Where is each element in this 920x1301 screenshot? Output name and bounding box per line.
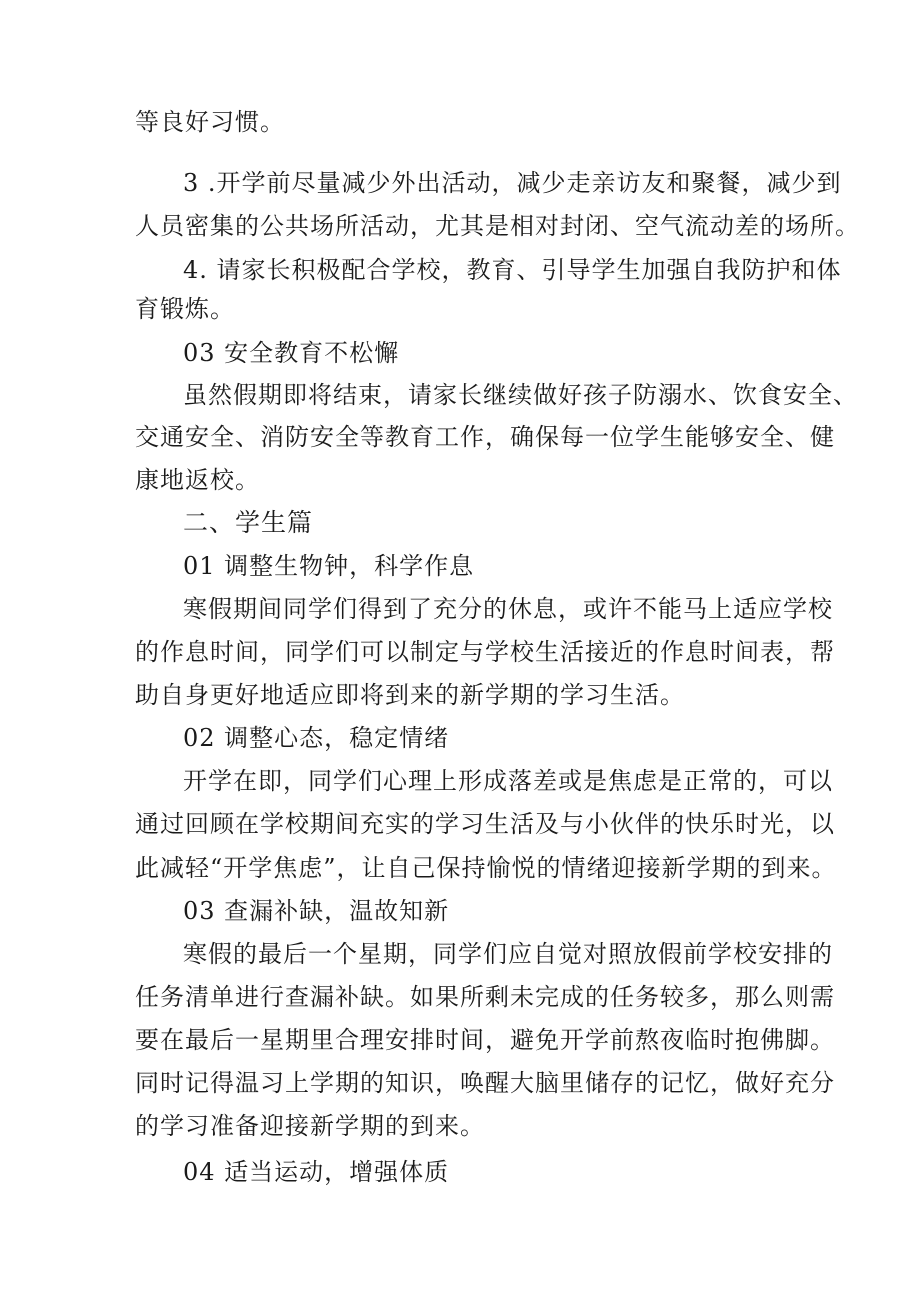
paragraph-line: 虽然假期即将结束，请家长继续做好孩子防溺水、饮食安全、 (183, 381, 858, 409)
paragraph-line: 寒假的最后一个星期，同学们应自觉对照放假前学校安排的 (183, 940, 833, 968)
list-item-4-line-1: 4. 请家长积极配合学校，教育、引导学生加强自我防护和体 (183, 256, 842, 284)
paragraph-line: 要在最后一星期里合理安排时间，避免开学前熬夜临时抱佛脚。 (135, 1026, 835, 1054)
paragraph-line: 开学在即，同学们心理上形成落差或是焦虑是正常的，可以 (183, 767, 833, 795)
paragraph-line: 助自身更好地适应即将到来的新学期的学习生活。 (135, 681, 685, 709)
paragraph-line: 同时记得温习上学期的知识，唤醒大脑里储存的记忆，做好充分 (135, 1069, 835, 1097)
list-item-3-line-2: 人员密集的公共场所活动，尤其是相对封闭、空气流动差的场所。 (135, 212, 860, 240)
list-item-3-line-1: 3 .开学前尽量减少外出活动，减少走亲访友和聚餐，减少到 (183, 169, 842, 197)
paragraph-line: 交通安全、消防安全等教育工作，确保每一位学生能够安全、健 (135, 423, 835, 451)
section-title-02: 02 调整心态，稳定情绪 (183, 724, 450, 752)
paragraph-line: 此减轻“开学焦虑”，让自己保持愉悦的情绪迎接新学期的到来。 (135, 854, 837, 882)
section-title-safety: 03 安全教育不松懈 (183, 339, 400, 367)
paragraph-line: 等良好习惯。 (135, 108, 285, 136)
paragraph-line: 寒假期间同学们得到了充分的休息，或许不能马上适应学校 (183, 595, 833, 623)
section-title-03: 03 查漏补缺，温故知新 (183, 897, 450, 925)
section-title-01: 01 调整生物钟，科学作息 (183, 552, 475, 580)
paragraph-line: 通过回顾在学校期间充实的学习生活及与小伙伴的快乐时光，以 (135, 810, 835, 838)
paragraph-line: 的作息时间，同学们可以制定与学校生活接近的作息时间表，帮 (135, 638, 835, 666)
paragraph-line: 任务清单进行查漏补缺。如果所剩未完成的任务较多，那么则需 (135, 983, 835, 1011)
list-item-4-line-2: 育锻炼。 (135, 295, 235, 323)
section-title-04: 04 适当运动，增强体质 (183, 1158, 450, 1186)
paragraph-line: 的学习准备迎接新学期的到来。 (135, 1112, 485, 1140)
paragraph-line: 康地返校。 (135, 466, 260, 494)
chapter-heading-students: 二、学生篇 (183, 508, 314, 537)
